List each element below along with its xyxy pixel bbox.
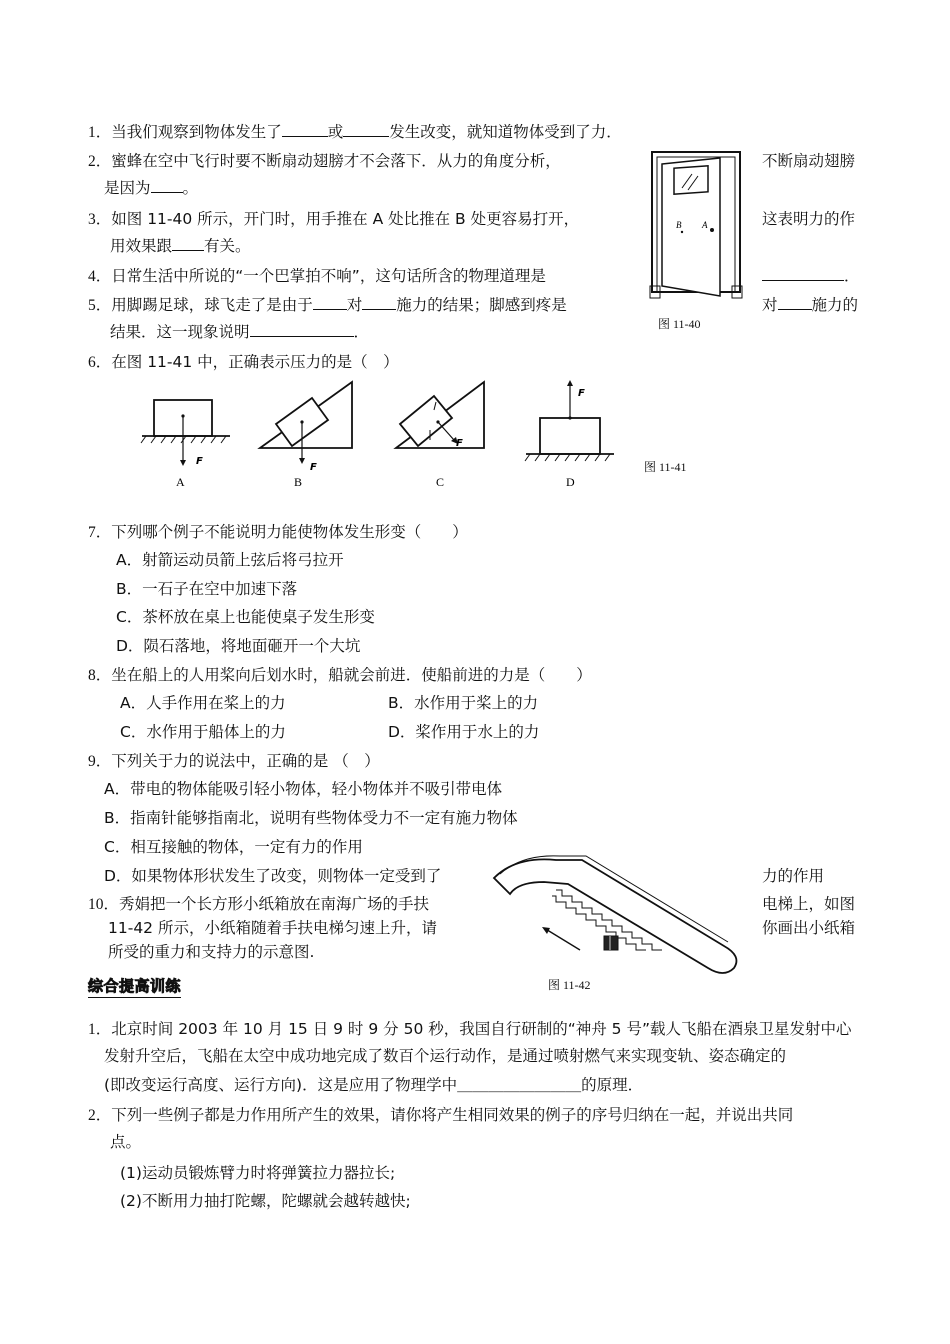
- answer-blank[interactable]: [250, 322, 354, 337]
- question-1: 1．当我们观察到物体发生了 或 发生改变，就知道物体受到了力．: [88, 123, 622, 141]
- figure-11-42-caption: 图 11-42: [548, 978, 591, 992]
- question-8-option-b[interactable]: B．水作用于桨上的力: [388, 694, 539, 712]
- door-figure: [648, 148, 748, 306]
- option-b-label: B: [294, 475, 303, 489]
- question-5-line-2: 结果．这一现象说明 ．: [110, 323, 370, 341]
- question-7: 7．下列哪个例子不能说明力能使物体发生形变（ ）: [88, 523, 468, 541]
- question-9-option-a[interactable]: A．带电的物体能吸引轻小物体，轻小物体并不吸引带电体: [104, 780, 503, 798]
- svg-text:F: F: [578, 388, 585, 399]
- question-8-option-c[interactable]: C．水作用于船体上的力: [120, 723, 286, 741]
- question-10-line-2: 11-42 所示，小纸箱随着手扶电梯匀速上升，请: [108, 919, 437, 937]
- section-question-2-line-2: 点。: [110, 1133, 142, 1151]
- question-10-line-3: 所受的重力和支持力的示意图.: [108, 943, 315, 961]
- option-a-label: A: [176, 475, 185, 489]
- question-4: 4．日常生活中所说的“一个巴掌拍不响”，这句话所含的物理道理是: [88, 267, 546, 285]
- question-9-option-c[interactable]: C．相互接触的物体，一定有力的作用: [104, 838, 363, 856]
- question-9-option-d[interactable]: D．如果物体形状发生了改变，则物体一定受到了: [104, 867, 442, 885]
- question-7-option-b[interactable]: B．一石子在空中加速下落: [116, 580, 298, 598]
- question-5-line-1-right: 对 施力的: [762, 296, 859, 314]
- question-7-option-c[interactable]: C．茶杯放在桌上也能使桌子发生形变: [116, 608, 375, 626]
- option-c-diagram: [396, 382, 484, 489]
- question-10-line-2-right: 你画出小纸箱: [762, 919, 856, 937]
- pressure-options-figure: [138, 378, 618, 493]
- section-title: 综合提高训练: [88, 975, 181, 998]
- option-d-diagram: [525, 380, 614, 489]
- figure-11-40-caption: 图 11-40: [658, 317, 701, 331]
- question-9: 9．下列关于力的说法中，正确的是 （ ）: [88, 752, 380, 770]
- question-8-option-a[interactable]: A．人手作用在桨上的力: [120, 694, 286, 712]
- section-question-1-line-2: 发射升空后，飞船在太空中成功地完成了数百个运行动作，是通过喷射燃气来实现变轨、姿态确定的: [104, 1047, 787, 1065]
- door-label-b: B: [676, 220, 682, 230]
- answer-blank[interactable]: [151, 178, 183, 193]
- question-2-line-2: 是因为 。: [104, 179, 199, 197]
- question-4-right: ．: [762, 266, 860, 286]
- svg-text:F: F: [456, 438, 463, 449]
- question-9-option-d-right: 力的作用: [762, 867, 825, 885]
- answer-blank[interactable]: [282, 122, 328, 137]
- answer-blank[interactable]: [343, 122, 389, 137]
- svg-text:F: F: [310, 462, 317, 473]
- question-9-option-b[interactable]: B．指南针能够指南北，说明有些物体受力不一定有施力物体: [104, 809, 518, 827]
- section-question-1-line-1: 1．北京时间 2003 年 10 月 15 日 9 时 9 分 50 秒，我国自行研制的“神舟 5 号”载人飞船在酒泉卫星发射中心: [88, 1020, 852, 1038]
- answer-blank[interactable]: [313, 295, 347, 310]
- answer-blank[interactable]: [778, 295, 812, 310]
- option-b-diagram: [260, 382, 352, 489]
- question-3-line-2: 用效果跟 有关。: [110, 237, 251, 255]
- option-d-label: D: [566, 475, 575, 489]
- question-5-line-1: 5．用脚踢足球，球飞走了是由于 对 施力的结果；脚感到疼是: [88, 296, 567, 314]
- question-2-line-1-right: 不断扇动翅膀: [762, 152, 856, 170]
- section-question-2-item-2: (2)不断用力抽打陀螺，陀螺就会越转越快;: [120, 1192, 411, 1210]
- question-10-line-1: 10．秀娟把一个长方形小纸箱放在南海广场的手扶: [88, 895, 430, 913]
- question-6: 6．在图 11-41 中，正确表示压力的是（ ）: [88, 353, 399, 371]
- question-3-line-1-right: 这表明力的作: [762, 210, 856, 228]
- figure-11-41-caption: 图 11-41: [644, 460, 687, 474]
- question-7-option-a[interactable]: A．射箭运动员箭上弦后将弓拉开: [116, 551, 344, 569]
- section-question-1-line-3: (即改变运行高度、运行方向)．这是应用了物理学中＿＿＿＿＿＿＿＿的原理．: [104, 1076, 644, 1094]
- answer-blank[interactable]: [762, 266, 844, 281]
- force-label: F: [196, 456, 203, 467]
- question-7-option-d[interactable]: D．陨石落地，将地面砸开一个大坑: [116, 637, 361, 655]
- answer-blank[interactable]: [172, 236, 204, 251]
- section-question-2-line-1: 2．下列一些例子都是力作用所产生的效果，请你将产生相同效果的例子的序号归纳在一起，并说出共同: [88, 1106, 794, 1124]
- answer-blank[interactable]: ＿＿＿＿＿＿＿＿: [457, 1076, 582, 1094]
- question-8-option-d[interactable]: D．桨作用于水上的力: [388, 723, 540, 741]
- question-3-line-1: 3．如图 11-40 所示，开门时，用手推在 A 处比推在 B 处更容易打开，: [88, 210, 580, 228]
- option-a-diagram: [141, 400, 230, 489]
- escalator-figure: [486, 850, 758, 972]
- question-10-line-1-right: 电梯上，如图: [762, 895, 856, 913]
- question-8: 8．坐在船上的人用桨向后划水时，船就会前进．使船前进的力是（ ）: [88, 666, 592, 684]
- question-2-line-1: 2．蜜蜂在空中飞行时要不断扇动翅膀才不会落下．从力的角度分析，: [88, 152, 561, 170]
- answer-blank[interactable]: [362, 295, 396, 310]
- option-c-label: C: [436, 475, 445, 489]
- door-label-a: A: [702, 220, 708, 230]
- section-question-2-item-1: (1)运动员锻炼臂力时将弹簧拉力器拉长;: [120, 1164, 396, 1182]
